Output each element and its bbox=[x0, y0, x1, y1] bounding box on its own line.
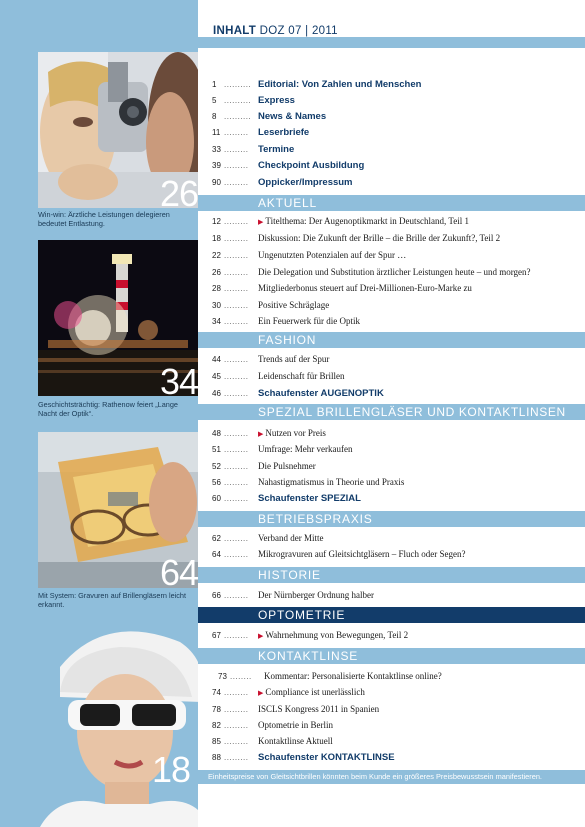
toc-title: Mikrogravuren auf Gleitsichtgläsern – Fluch oder Segen? bbox=[258, 549, 466, 559]
toc-item[interactable] bbox=[212, 125, 579, 139]
toc-leader-dots: ......... bbox=[224, 234, 249, 243]
toc-item[interactable] bbox=[212, 109, 579, 123]
toc-page-number: 78 bbox=[212, 705, 221, 714]
toc-title: Die Delegation und Substitution ärztlicher Leistungen heute – und morgen? bbox=[258, 267, 531, 277]
toc-title: Ungenutzten Potenzialen auf der Spur … bbox=[258, 250, 407, 260]
issue-label: DOZ 07 | 2011 bbox=[259, 25, 338, 37]
toc-item[interactable] bbox=[212, 77, 579, 91]
toc-page-number: 62 bbox=[212, 534, 221, 543]
footer-caption-bar bbox=[198, 770, 585, 784]
toc-title: Positive Schräglage bbox=[258, 300, 330, 310]
toc-title: Titelthema: Der Augenoptikmarkt in Deutschland, Teil 1 bbox=[265, 216, 469, 226]
toc-item[interactable] bbox=[212, 214, 579, 228]
toc-title: Diskussion: Die Zukunft der Brille – die Brille der Zukunft?, Teil 2 bbox=[258, 233, 501, 243]
section-label: KONTAKTLINSE bbox=[258, 649, 359, 663]
toc-title: Trends auf der Spur bbox=[258, 354, 330, 364]
toc-leader-dots: ......... bbox=[224, 753, 249, 762]
toc-item[interactable] bbox=[212, 265, 579, 279]
toc-title: Der Nürnberger Ordnung halber bbox=[258, 590, 375, 600]
toc-item[interactable] bbox=[212, 491, 579, 505]
toc-page-number: 39 bbox=[212, 161, 221, 170]
toc-title: Schaufenster SPEZIAL bbox=[258, 493, 361, 504]
toc-page-number: 88 bbox=[212, 753, 221, 762]
toc-title: Leidenschaft für Brillen bbox=[258, 371, 345, 381]
toc-title: Termine bbox=[258, 144, 295, 155]
section-header-aktuell bbox=[198, 195, 585, 211]
toc-item[interactable] bbox=[212, 314, 579, 328]
toc-page-number: 74 bbox=[212, 688, 221, 697]
toc-leader-dots: ......... bbox=[224, 550, 249, 559]
toc-item[interactable] bbox=[212, 442, 579, 456]
toc-leader-dots: ......... bbox=[224, 217, 249, 226]
toc-title: Express bbox=[258, 95, 295, 106]
toc-leader-dots: ......... bbox=[224, 284, 249, 293]
arrow-icon: ▶ bbox=[258, 690, 264, 697]
toc-item[interactable] bbox=[212, 547, 579, 561]
toc-title: Mitgliederbonus steuert auf Drei-Millionen-Euro-Marke zu bbox=[258, 283, 472, 293]
toc-title: Kommentar: Personalisierte Kontaktlinse online? bbox=[264, 671, 442, 681]
toc-leader-dots: ......... bbox=[224, 145, 249, 154]
toc-item[interactable] bbox=[212, 459, 579, 473]
toc-leader-dots: ......... bbox=[224, 178, 249, 187]
section-header-historie bbox=[198, 567, 585, 583]
toc-title: Schaufenster KONTAKTLINSE bbox=[258, 752, 395, 763]
toc-page-number: 52 bbox=[212, 462, 221, 471]
toc-page-number: 85 bbox=[212, 737, 221, 746]
page-title bbox=[213, 25, 338, 37]
toc-item[interactable] bbox=[212, 685, 579, 699]
toc-item[interactable] bbox=[212, 531, 579, 545]
toc-title: Nahastigmatismus in Theorie und Praxis bbox=[258, 477, 405, 487]
toc-item[interactable] bbox=[212, 281, 579, 295]
toc-item[interactable] bbox=[212, 628, 579, 642]
toc-title: Editorial: Von Zahlen und Menschen bbox=[258, 79, 422, 90]
arrow-icon: ▶ bbox=[258, 431, 264, 438]
toc-leader-dots: ......... bbox=[224, 251, 249, 260]
page-number-18: 18 bbox=[152, 749, 191, 790]
section-header-fashion bbox=[198, 332, 585, 348]
toc-leader-dots: ......... bbox=[224, 355, 249, 364]
toc-leader-dots: ........ bbox=[230, 672, 252, 681]
toc-leader-dots: ......... bbox=[224, 429, 249, 438]
toc-leader-dots: ......... bbox=[224, 705, 249, 714]
section-header-optometrie bbox=[198, 607, 585, 623]
section-label: HISTORIE bbox=[258, 568, 321, 582]
toc-page-number: 56 bbox=[212, 478, 221, 487]
toc-page-number: 51 bbox=[212, 445, 221, 454]
toc-leader-dots: ......... bbox=[224, 462, 249, 471]
toc-page-number: 67 bbox=[212, 631, 221, 640]
toc-leader-dots: ......... bbox=[224, 478, 249, 487]
toc-leader-dots: ......... bbox=[224, 688, 249, 697]
toc-leader-dots: ......... bbox=[224, 534, 249, 543]
toc-item[interactable] bbox=[212, 734, 579, 748]
section-header-spezial bbox=[198, 404, 585, 420]
toc-page-number: 90 bbox=[212, 178, 221, 187]
toc-item[interactable] bbox=[212, 588, 579, 602]
toc-title: ISCLS Kongress 2011 in Spanien bbox=[258, 704, 380, 714]
toc-title: Die Pulsnehmer bbox=[258, 461, 316, 471]
toc-title: Oppicker/Impressum bbox=[258, 177, 353, 188]
photo-woman-sunglasses bbox=[20, 612, 198, 827]
toc-page-number: 82 bbox=[212, 721, 221, 730]
toc-leader-dots: ......... bbox=[224, 631, 249, 640]
toc-title: Wahrnehmung von Bewegungen, Teil 2 bbox=[265, 630, 409, 640]
toc-title: Optometrie in Berlin bbox=[258, 720, 333, 730]
section-label: OPTOMETRIE bbox=[258, 608, 346, 622]
toc-item[interactable] bbox=[212, 248, 579, 262]
toc-title: Ein Feuerwerk für die Optik bbox=[258, 316, 360, 326]
section-label: BETRIEBSPRAXIS bbox=[258, 512, 373, 526]
section-label: FASHION bbox=[258, 333, 317, 347]
arrow-icon: ▶ bbox=[258, 633, 264, 640]
toc-page-number: 73 bbox=[218, 672, 227, 681]
toc-page-number: 48 bbox=[212, 429, 221, 438]
page-number-64: 64 bbox=[159, 552, 198, 593]
toc-page-number: 45 bbox=[212, 372, 221, 381]
toc-leader-dots: ......... bbox=[224, 161, 249, 170]
toc-item[interactable] bbox=[212, 93, 579, 107]
toc-leader-dots: ......... bbox=[224, 317, 249, 326]
toc-item[interactable] bbox=[212, 702, 579, 716]
toc-page-number: 64 bbox=[212, 550, 221, 559]
toc-title: Verband der Mitte bbox=[258, 533, 324, 543]
toc-leader-dots: ......... bbox=[224, 445, 249, 454]
toc-item[interactable] bbox=[212, 386, 579, 400]
section-label: AKTUELL bbox=[258, 196, 317, 210]
toc-page-number: 18 bbox=[212, 234, 221, 243]
toc-page-number: 26 bbox=[212, 268, 221, 277]
toc-item[interactable] bbox=[212, 231, 579, 245]
toc-item[interactable] bbox=[212, 369, 579, 383]
toc-item[interactable] bbox=[218, 669, 579, 683]
toc-leader-dots: ......... bbox=[224, 301, 249, 310]
arrow-icon: ▶ bbox=[258, 219, 264, 226]
caption-eye-exam: Win-win: Ärztliche Leistungen delegieren bedeutet Entlastung. bbox=[38, 210, 170, 228]
toc-item[interactable] bbox=[212, 352, 579, 366]
footer-caption: Einheitspreise von Gleitsichtbrillen könnten beim Kunde ein größeres Preisbewusstsein manifestieren. bbox=[208, 772, 542, 781]
header-rule bbox=[198, 37, 585, 48]
toc-page-number: 22 bbox=[212, 251, 221, 260]
section-inhalt: INHALT bbox=[213, 25, 257, 37]
toc-title: Compliance ist unerlässlich bbox=[265, 687, 365, 697]
toc-title: Leserbriefe bbox=[258, 127, 310, 138]
toc-page-number: 30 bbox=[212, 301, 221, 310]
toc-leader-dots: .......... bbox=[224, 96, 252, 105]
toc-page-number: 60 bbox=[212, 494, 221, 503]
toc-title: News & Names bbox=[258, 111, 327, 122]
section-label: SPEZIAL BRILLENGLÄSER UND KONTAKTLINSEN bbox=[258, 405, 566, 419]
toc-leader-dots: .......... bbox=[224, 80, 252, 89]
caption-lighthouse: Geschichtsträchtig: Rathenow feiert „Lange Nacht der Optik“. bbox=[38, 400, 178, 418]
toc-page-number: 11 bbox=[212, 128, 221, 137]
toc-leader-dots: ......... bbox=[224, 494, 249, 503]
toc-item[interactable] bbox=[212, 426, 579, 440]
toc-page-number: 46 bbox=[212, 389, 221, 398]
toc-leader-dots: ......... bbox=[224, 591, 249, 600]
toc-page-number: 8 bbox=[212, 112, 217, 121]
toc-page-number: 12 bbox=[212, 217, 221, 226]
toc-leader-dots: ......... bbox=[224, 372, 249, 381]
toc-item[interactable] bbox=[212, 718, 579, 732]
toc-page-number: 44 bbox=[212, 355, 221, 364]
toc-title: Schaufenster AUGENOPTIK bbox=[258, 388, 384, 399]
toc-page-number: 28 bbox=[212, 284, 221, 293]
toc-leader-dots: .......... bbox=[224, 112, 252, 121]
toc-title: Umfrage: Mehr verkaufen bbox=[258, 444, 353, 454]
page-number-26: 26 bbox=[159, 173, 198, 214]
toc-page-number: 33 bbox=[212, 145, 221, 154]
toc-title: Checkpoint Ausbildung bbox=[258, 160, 365, 171]
toc-leader-dots: ......... bbox=[224, 737, 249, 746]
toc-item[interactable] bbox=[212, 298, 579, 312]
toc-leader-dots: ......... bbox=[224, 721, 249, 730]
page-number-34: 34 bbox=[159, 361, 198, 402]
toc-title: Kontaktlinse Aktuell bbox=[258, 736, 333, 746]
photo-column bbox=[0, 0, 198, 827]
caption-lens: Mit System: Gravuren auf Brillengläsern leicht erkannt. bbox=[38, 591, 187, 609]
toc-page-number: 66 bbox=[212, 591, 221, 600]
toc-page-number: 1 bbox=[212, 80, 217, 89]
toc-item[interactable] bbox=[212, 142, 579, 156]
toc-item[interactable] bbox=[212, 475, 579, 489]
toc-item[interactable] bbox=[212, 158, 579, 172]
toc-leader-dots: ......... bbox=[224, 268, 249, 277]
section-header-betriebspraxis bbox=[198, 511, 585, 527]
toc-leader-dots: ......... bbox=[224, 128, 249, 137]
section-header-kontaktlinse bbox=[198, 648, 585, 664]
toc-item[interactable] bbox=[212, 750, 579, 764]
toc-page-number: 5 bbox=[212, 96, 217, 105]
toc-item[interactable] bbox=[212, 175, 579, 189]
toc-page-number: 34 bbox=[212, 317, 221, 326]
toc-leader-dots: ......... bbox=[224, 389, 249, 398]
toc-title: Nutzen vor Preis bbox=[265, 428, 326, 438]
